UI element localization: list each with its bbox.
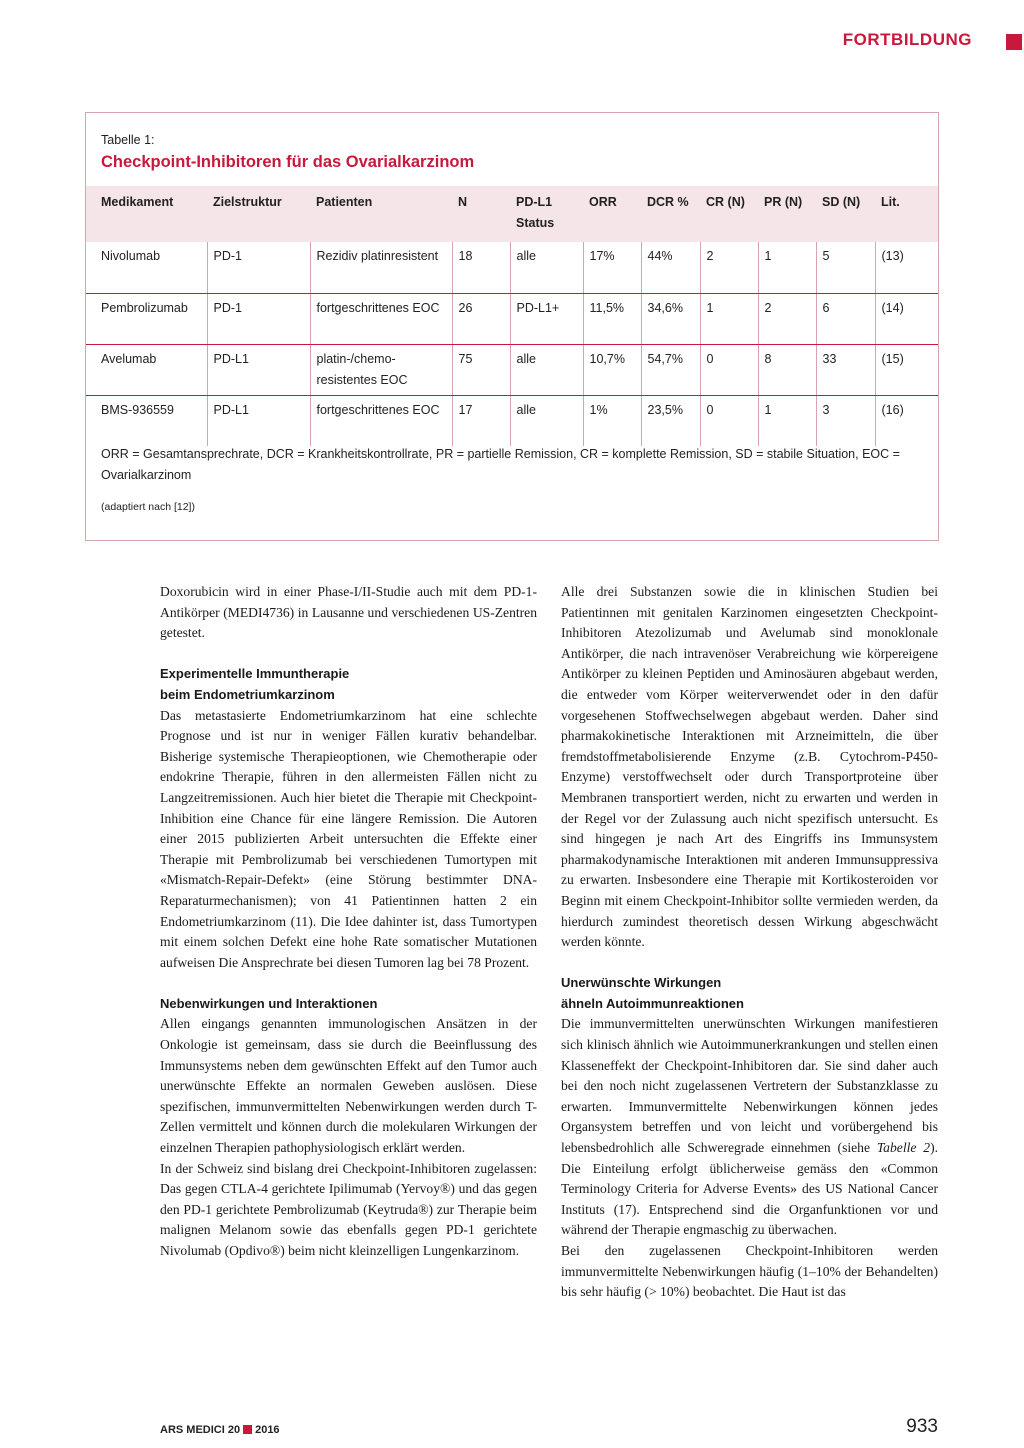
- table-cell: 1: [700, 293, 758, 344]
- column-header: Medikament: [101, 195, 174, 209]
- table-reference: Tabelle 2: [876, 1140, 931, 1156]
- paragraph: Allen eingangs genannten immunologischen Ansätzen in der Onkologie ist gemeinsam, dass sie durch die Beeinflussung des Immunsystems neben dem gewünschten Effekt auf den Tumor auch unerwünschte Effekte an normalen Geweben auslösen. Diese spezifischen, immunvermittelten Nebenwirkungen werden durch T-Zellen vermittelt und können durch die molekularen Wirkungen der einzelnen Therapien pathophysiologisch erklärt werden.: [160, 1016, 537, 1156]
- column-header: SD (N): [822, 195, 861, 209]
- data-table: [86, 186, 938, 446]
- table-cell: (14): [875, 293, 938, 344]
- table-cell: 17%: [583, 242, 641, 293]
- column-header: N: [458, 195, 468, 209]
- table-cell: 11,5%: [583, 293, 641, 344]
- table-cell: alle: [510, 344, 583, 395]
- table-cell: 1: [758, 395, 816, 446]
- table-cell: 2: [700, 242, 758, 293]
- column-header: CR (N): [706, 195, 745, 209]
- table-cell: 0: [700, 344, 758, 395]
- column-header: DCR %: [647, 195, 689, 209]
- table-cell: 0: [700, 395, 758, 446]
- table-cell: platin-/chemo-resistentes EOC: [310, 344, 452, 395]
- table-cell: fortgeschrittenes EOC: [310, 293, 452, 344]
- column-header: Patienten: [316, 195, 373, 209]
- paragraph: Doxorubicin wird in einer Phase-I/II-Studie auch mit dem PD-1-Antikörper (MEDI4736) in Lausanne und verschiedenen US-Zentren getestet.: [160, 584, 537, 641]
- table-footnote: ORR = Gesamtansprechrate, DCR = Krankheitskontrollrate, PR = partielle Remission, CR = komplette Remission, SD = stabile Situation, EOC = Ovarialkarzinom: [101, 447, 900, 482]
- table-cell: 1: [758, 242, 816, 293]
- column-header: Zielstruktur: [213, 195, 282, 209]
- table-cell: alle: [510, 242, 583, 293]
- table-cell: 75: [452, 344, 510, 395]
- table-cell: (15): [875, 344, 938, 395]
- paragraph: Das metastasierte Endometriumkarzinom hat eine schlechte Prognose und ist nur in weniger Fällen kurativ behandelbar. Bisherige systemische Therapieoptionen, wie Chemotherapie oder endokrine Therapie, führen in den allermeisten Fällen nicht zu Langzeitremissionen. Auch hier bietet die Therapie mit Checkpoint-Inhibition eine Chance für eine längere Remission. Die Autoren einer 2015 publizierten Arbeit untersuchten die Effekte einer Therapie mit Pembrolizumab bei verschiedenen Tumortypen mit «Mismatch-Repair-Defekt» (eine Störung bestimmter DNA-Reparaturmechanismen); von 41 Patientinnen hatten 2 ein Endometriumkarzinom (11). Die Idee dahinter ist, dass Tumortypen mit einem solchen Defekt eine hohe Rate somatischer Mutationen aufweisen Die Ansprechrate bei diesen Tumoren lag bei 78 Prozent.: [160, 707, 537, 970]
- table-cell: Nivolumab: [86, 242, 207, 293]
- footer-journal: [160, 1424, 280, 1436]
- table-cell: (13): [875, 242, 938, 293]
- table-source: (adaptiert nach [12]): [101, 501, 195, 513]
- table-cell: Avelumab: [86, 344, 207, 395]
- table-cell: 3: [816, 395, 875, 446]
- table-cell: 23,5%: [641, 395, 700, 446]
- table-row: [86, 395, 938, 446]
- left-column: [160, 582, 537, 1262]
- right-column: [561, 582, 938, 1303]
- table-cell: 5: [816, 242, 875, 293]
- column-header: PR (N): [764, 195, 803, 209]
- header-accent-square: [1006, 34, 1022, 50]
- table-cell: (16): [875, 395, 938, 446]
- table-cell: 8: [758, 344, 816, 395]
- table-cell: 33: [816, 344, 875, 395]
- paragraph: In der Schweiz sind bislang drei Checkpoint-Inhibitoren zugelassen: Das gegen CTLA-4 gerichtete Ipilimumab (Yervoy®) und das gegen den PD-1 gerichtete Pembrolizumab (Keytruda®) zur Therapie beim malignen Melanom sowie das ebenfalls gegen PD-1 gerichtete Nivolumab (Opdivo®) beim nicht kleinzelligen Lungenkarzinom.: [160, 1160, 537, 1258]
- table-cell: 54,7%: [641, 344, 700, 395]
- table-cell: 26: [452, 293, 510, 344]
- journal-year: 2016: [255, 1424, 280, 1436]
- heading-line: beim Endometriumkarzinom: [160, 686, 335, 702]
- table-cell: PD-L1+: [510, 293, 583, 344]
- table-row: [86, 242, 938, 293]
- section-heading: Nebenwirkungen und Interaktionen: [160, 995, 378, 1011]
- table-cell: PD-L1: [207, 344, 310, 395]
- table-cell: 2: [758, 293, 816, 344]
- table-cell: 18: [452, 242, 510, 293]
- column-header: ORR: [589, 195, 617, 209]
- section-heading: [561, 973, 938, 1014]
- table-cell: 10,7%: [583, 344, 641, 395]
- table-cell: fortgeschrittenes EOC: [310, 395, 452, 446]
- table-header-row: [86, 186, 938, 242]
- header-section-title: FORTBILDUNG: [842, 30, 972, 49]
- table-row: [86, 293, 938, 344]
- table-cell: Rezidiv platinresistent: [310, 242, 452, 293]
- table-box: [85, 112, 939, 541]
- table-cell: 17: [452, 395, 510, 446]
- table-title: Checkpoint-Inhibitoren für das Ovarialkarzinom: [101, 153, 475, 171]
- table-cell: 1%: [583, 395, 641, 446]
- journal-name: ARS MEDICI 20: [160, 1424, 241, 1436]
- text-run: ). Die Einteilung erfolgt üblicherweise gemäss den «Common Terminology Criteria for Adverse Events» des US National Cancer Instituts (17). Entsprechend sind die Organfunktionen vor und während der Therapie engmaschig zu überwachen.: [561, 1140, 938, 1238]
- table-cell: PD-1: [207, 293, 310, 344]
- table-label: Tabelle 1:: [101, 133, 155, 147]
- text-run: Die immunvermittelten unerwünschten Wirkungen manifestieren sich klinisch ähnlich wie Autoimmunerkrankungen und stellen einen Klasseneffekt der Checkpoint-Inhibitoren dar. Sie sind daher auch bei den noch nicht zugelassenen Vertretern der Substanzklasse zu erwarten. Immunvermittelte Nebenwirkungen können jedes Organsystem betreffen und von leicht und vorübergehend bis lebensbedrohlich alle Schweregrade einnehmen (siehe: [561, 1016, 938, 1156]
- column-header: Lit.: [881, 195, 900, 209]
- paragraph: Alle drei Substanzen sowie die in klinischen Studien bei Patientinnen mit genitalen Karzinomen eingesetzten Checkpoint-Inhibitoren Atezolizumab und Avelumab sind monoklonale Antikörper, die nach intravenöser Verabreichung wie körpereigene Antikörper zu kleinen Peptiden und Aminosäuren abgebaut werden, die entweder vom Körper weiterverwendet oder in den dafür vorgesehenen Stoffwechselwegen abgebaut werden. Daher sind pharmakokinetische Interaktionen mit Arzneimitteln, die über fremdstoffmetabolisierende Enzyme (z.B. Cytochrom-P450-Enzyme) verstoffwechselt oder durch Transportproteine über Membranen transportiert werden, nicht zu erwarten und werden in der Regel vor der Zulassung auch nicht spezifisch untersucht. Es sind hingegen je nach Art des Eingriffs ins Immunsystem pharmakodynamische Interaktionen mit anderen Immunsuppressiva zu erwarten. Insbesondere eine Therapie mit Kortikosteroiden vor Beginn mit einem Checkpoint-Inhibitor sollte vermieden werden, da hierdurch zumindest theoretisch dessen Wirkung abgeschwächt werden könnte.: [561, 584, 938, 950]
- table-row: [86, 344, 938, 395]
- column-header: PD-L1 Status: [516, 195, 555, 230]
- table-cell: PD-L1: [207, 395, 310, 446]
- table-cell: 6: [816, 293, 875, 344]
- heading-line: Unerwünschte Wirkungen: [561, 975, 722, 991]
- heading-line: ähneln Autoimmunreaktionen: [561, 995, 744, 1011]
- section-heading: [160, 664, 537, 705]
- paragraph: [561, 1014, 938, 1241]
- table-cell: BMS-936559: [101, 402, 174, 417]
- table-cell: alle: [510, 395, 583, 446]
- table-cell: 34,6%: [641, 293, 700, 344]
- table-cell: PD-1: [207, 242, 310, 293]
- table-cell: 44%: [641, 242, 700, 293]
- table-cell: Pembrolizumab: [86, 293, 207, 344]
- paragraph: Bei den zugelassenen Checkpoint-Inhibitoren werden immunvermittelte Nebenwirkungen häufig (1–10% der Behandelten) bis sehr häufig (> 10%) beobachtet. Die Haut ist das: [561, 1243, 938, 1300]
- footer-accent-square: [243, 1425, 252, 1434]
- heading-line: Experimentelle Immuntherapie: [160, 666, 350, 682]
- page-number: 933: [906, 1416, 938, 1437]
